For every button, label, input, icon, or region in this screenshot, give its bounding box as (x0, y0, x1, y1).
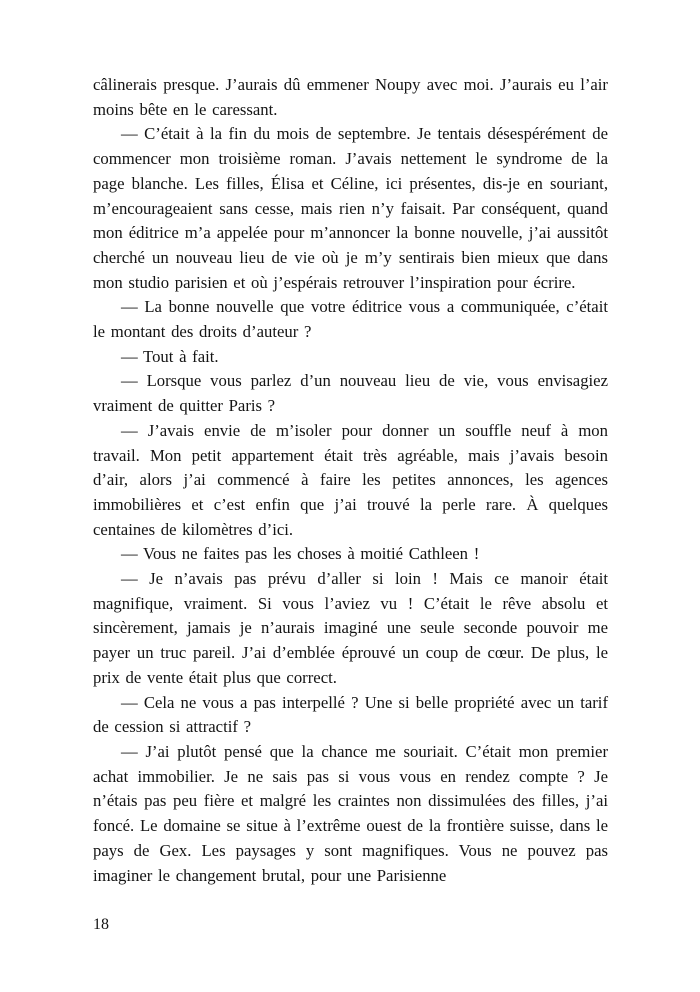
paragraph: — J’avais envie de m’isoler pour donner un souffle neuf à mon travail. Mon petit appartement était très agréable, mais j’avais besoin d’air, alors j’ai commencé à faire les petites annonces, les agences immobilières et c’est enfin que j’ai trouvé la perle rare. À quelques centaines de kilomètres d’ici. (93, 420, 608, 539)
page-number: 18 (93, 916, 109, 933)
paragraph: — La bonne nouvelle que votre éditrice vous a communiquée, c’était le montant des droits d’auteur ? (93, 297, 608, 342)
paragraph: — C’était à la fin du mois de septembre. Je tentais désespérément de commencer mon troisième roman. J’avais nettement le syndrome de la page blanche. Les filles, Élisa et Céline, ici présentes, dis-je en souriant, m’encourageaient sans cesse, mais rien n’y faisait. Par conséquent, quand mon éditrice m’a appelée pour m’annoncer la bonne nouvelle, j’ai aussitôt cherché un nouveau lieu de vie où je m’y sentirais bien mieux que dans mon studio parisien et où j’espérais retrouver l’inspiration pour écrire. (93, 124, 608, 292)
paragraph: — Lorsque vous parlez d’un nouveau lieu de vie, vous envisagiez vraiment de quitter Paris ? (93, 371, 608, 416)
paragraph: — Je n’avais pas prévu d’aller si loin ! Mais ce manoir était magnifique, vraiment. Si vous l’aviez vu ! C’était le rêve absolu et sincèrement, jamais je n’aurais imaginé une seule seconde pouvoir me payer un truc pareil. J’ai d’emblée éprouvé un coup de cœur. De plus, le prix de vente était plus que correct. (93, 569, 608, 687)
paragraph: — J’ai plutôt pensé que la chance me souriait. C’était mon premier achat immobilier. Je ne sais pas si vous vous en rendez compte ? Je n’étais pas peu fière et malgré les craintes non dissimulées des filles, j’ai foncé. Le domaine se situe à l’extrême ouest de la frontière suisse, dans le pays de Gex. Les paysages y sont magnifiques. Vous ne pouvez pas imaginer le changement brutal, pour une Parisienne (93, 741, 608, 885)
page-text (93, 73, 608, 888)
paragraph: — Cela ne vous a pas interpellé ? Une si belle propriété avec un tarif de cession si attractif ? (93, 692, 608, 737)
paragraph: câlinerais presque. J’aurais dû emmener Noupy avec moi. J’aurais eu l’air moins bête en le caressant. (93, 75, 608, 119)
paragraph: — Vous ne faites pas les choses à moitié Cathleen ! (121, 544, 480, 564)
paragraph: — Tout à fait. (121, 346, 219, 366)
